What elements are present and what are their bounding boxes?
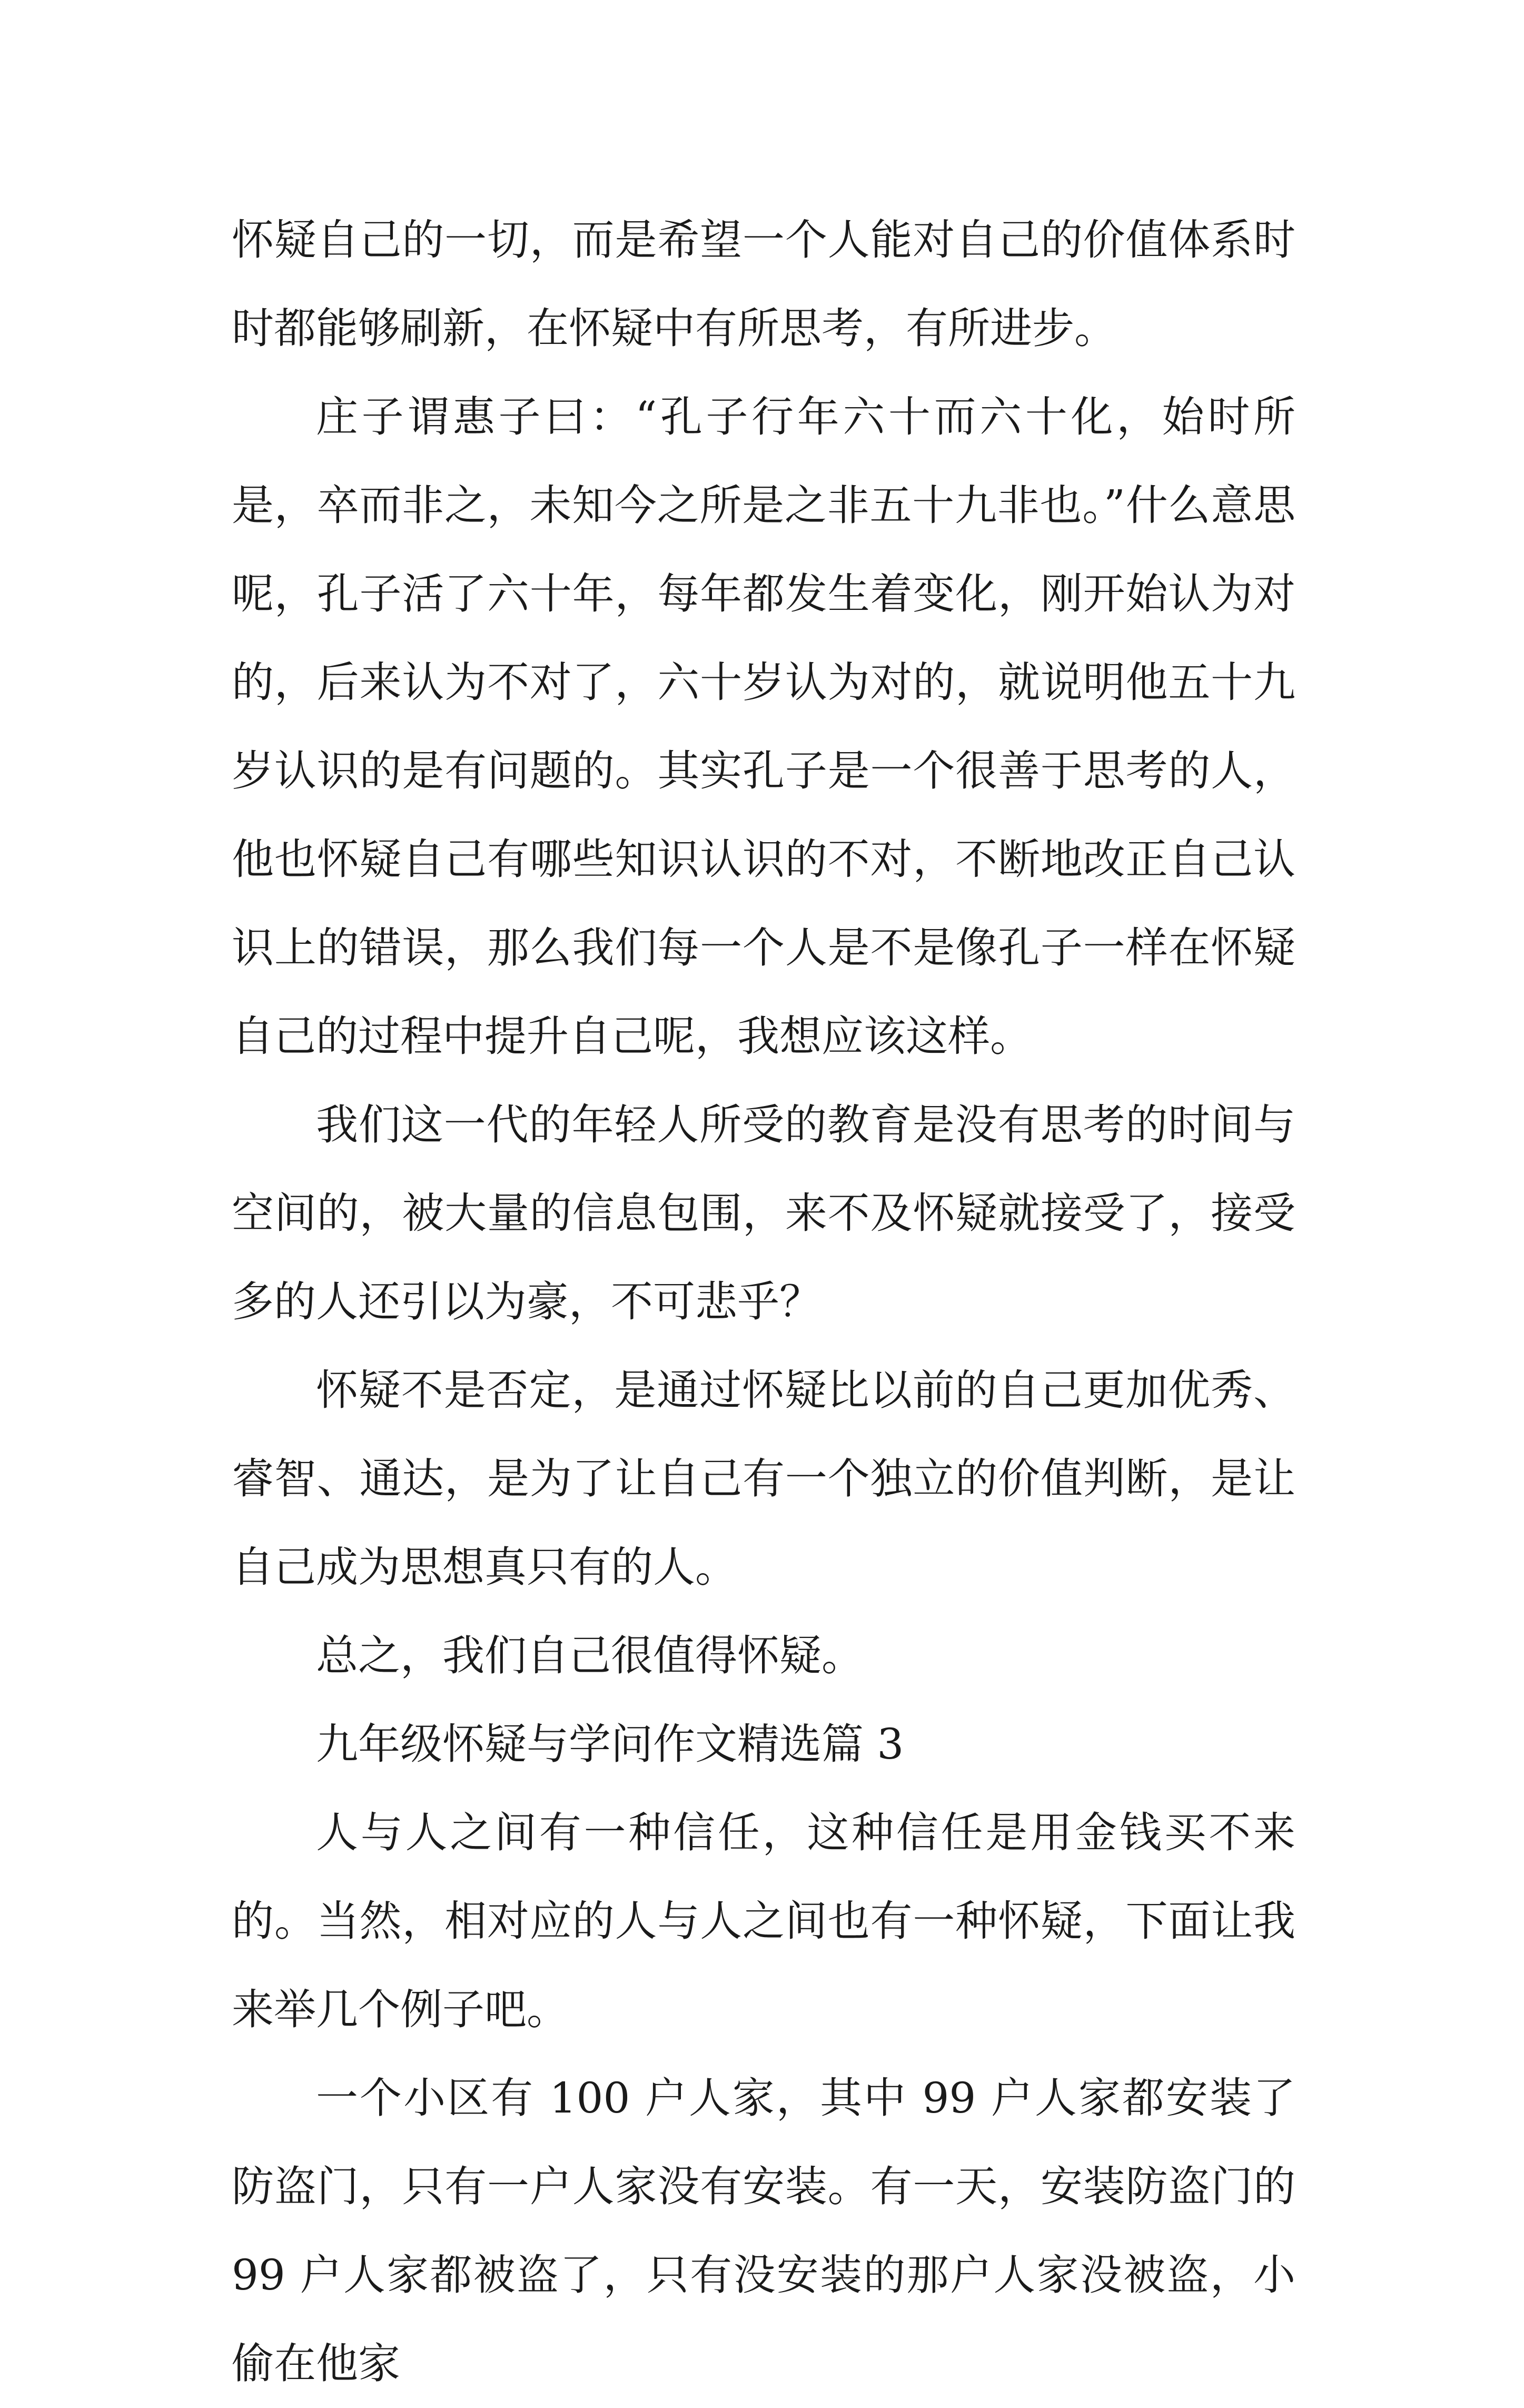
paragraph-conclusion: 总之，我们自己很值得怀疑。 <box>316 1631 864 1680</box>
paragraph-example-story: 一个小区有 100 户人家，其中 99 户人家都安装了防盗门，只有一户人家没有安装。有一天，安装防盗门的 99 户人家都被盗了，只有没安装的那户人家没被盗，小偷在他家 <box>232 2074 1295 2388</box>
paragraph-continuation: 怀疑自己的一切，而是希望一个人能对自己的价值体系时时都能够刷新，在怀疑中有所思考，有所进步。 <box>232 215 1295 353</box>
section-heading: 九年级怀疑与学问作文精选篇 3 <box>316 1720 904 1769</box>
paragraph-doubt-not-denial: 怀疑不是否定，是通过怀疑比以前的自己更加优秀、睿智、通达，是为了让自己有一个独立的价值判断，是让自己成为思想真只有的人。 <box>232 1366 1295 1592</box>
paragraph-trust: 人与人之间有一种信任，这种信任是用金钱买不来的。当然，相对应的人与人之间也有一种怀疑，下面让我来举几个例子吧。 <box>232 1808 1295 2034</box>
essay-body <box>232 196 1295 2408</box>
paragraph-zhuangzi-quote: 庄子谓惠子曰：“孔子行年六十而六十化，始时所是，卒而非之，未知今之所是之非五十九非也。”什么意思呢，孔子活了六十年，每年都发生着变化，刚开始认为对的，后来认为不对了，六十岁认为对的，就说明他五十九岁认识的是有问题的。其实孔子是一个很善于思考的人，他也怀疑自己有哪些知识认识的不对，不断地改正自己认识上的错误，那么我们每一个人是不是像孔子一样在怀疑自己的过程中提升自己呢，我想应该这样。 <box>232 392 1295 1061</box>
paragraph-young-generation: 我们这一代的年轻人所受的教育是没有思考的时间与空间的，被大量的信息包围，来不及怀疑就接受了，接受多的人还引以为豪，不可悲乎？ <box>232 1100 1295 1326</box>
